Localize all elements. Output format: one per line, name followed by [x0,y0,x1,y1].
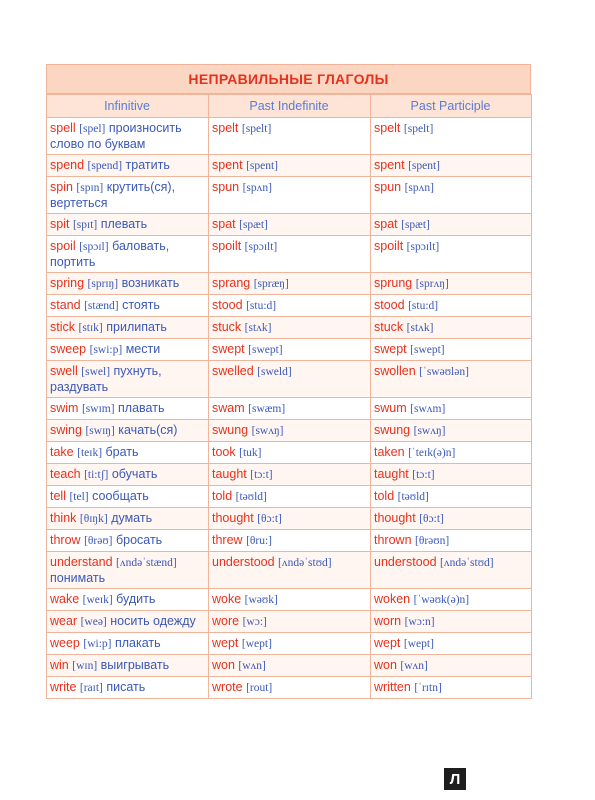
infinitive-word: wear [50,614,78,628]
past-participle-word: swollen [374,364,416,378]
infinitive-transcription: [spel] [79,123,106,135]
past-indefinite-transcription: [tuk] [239,447,262,459]
russian-translation: писать [106,680,146,694]
infinitive-cell [47,486,209,508]
past-participle-cell [371,611,532,633]
russian-translation: баловать, портить [50,239,170,269]
infinitive-transcription: [spɔɪl] [79,241,109,253]
past-indefinite-transcription: [wʌn] [238,660,266,672]
past-participle-word: written [374,680,411,694]
past-participle-cell [371,552,532,589]
russian-translation: брать [105,445,139,459]
infinitive-word: wake [50,592,80,606]
past-indefinite-cell [209,442,371,464]
past-participle-word: spelt [374,121,401,135]
infinitive-word: sweep [50,342,87,356]
past-participle-cell [371,177,532,214]
past-participle-word: told [374,489,395,503]
table-row [47,214,532,236]
past-participle-cell [371,273,532,295]
past-indefinite-word: threw [212,533,243,547]
past-indefinite-cell [209,295,371,317]
table-row [47,677,532,699]
infinitive-cell [47,655,209,677]
past-indefinite-cell [209,420,371,442]
table-row [47,611,532,633]
russian-translation: понимать [50,571,106,585]
past-indefinite-transcription: [rout] [246,682,273,694]
past-participle-transcription: [stʌk] [406,322,434,334]
past-indefinite-transcription: [swʌŋ] [251,425,284,437]
infinitive-transcription: [raɪt] [79,682,103,694]
past-indefinite-word: took [212,445,236,459]
past-participle-transcription: [wept] [403,638,434,650]
past-indefinite-word: spun [212,180,240,194]
past-indefinite-transcription: [spɔɪlt] [244,241,278,253]
past-indefinite-transcription: [θru:] [246,535,273,547]
past-indefinite-word: sprang [212,276,251,290]
past-indefinite-word: stood [212,298,243,312]
russian-translation: тратить [125,158,170,172]
russian-translation: прилипать [106,320,167,334]
past-participle-transcription: [wʌn] [400,660,428,672]
past-indefinite-word: wore [212,614,240,628]
past-indefinite-cell [209,177,371,214]
table-row [47,177,532,214]
infinitive-cell [47,464,209,486]
past-indefinite-word: understood [212,555,275,569]
past-participle-cell [371,464,532,486]
past-indefinite-cell [209,611,371,633]
infinitive-cell [47,442,209,464]
past-indefinite-word: spat [212,217,236,231]
past-participle-word: stood [374,298,405,312]
russian-translation: думать [111,511,153,525]
past-participle-cell [371,155,532,177]
russian-translation: плевать [100,217,148,231]
infinitive-cell [47,508,209,530]
infinitive-cell [47,633,209,655]
infinitive-transcription: [stænd] [84,300,119,312]
infinitive-transcription: [tel] [69,491,89,503]
past-participle-word: understood [374,555,437,569]
infinitive-transcription: [swel] [81,366,111,378]
past-participle-word: swum [374,401,407,415]
past-indefinite-cell [209,361,371,398]
past-indefinite-cell [209,589,371,611]
russian-translation: выигрывать [100,658,170,672]
infinitive-cell [47,273,209,295]
table-row [47,552,532,589]
past-participle-word: spun [374,180,402,194]
table-row [47,530,532,552]
past-indefinite-word: won [212,658,235,672]
past-indefinite-cell [209,464,371,486]
infinitive-cell [47,398,209,420]
publisher-logo: Л [444,768,466,790]
verb-sheet [46,64,531,699]
russian-translation: возникать [121,276,180,290]
header-row [47,95,532,118]
infinitive-transcription: [sprɪŋ] [87,278,119,290]
past-indefinite-cell [209,633,371,655]
past-participle-transcription: [swept] [410,344,445,356]
past-indefinite-word: spent [212,158,243,172]
infinitive-transcription: [ti:tʃ] [84,469,109,481]
past-indefinite-transcription: [spelt] [241,123,272,135]
infinitive-word: throw [50,533,81,547]
past-participle-cell [371,236,532,273]
past-participle-transcription: [ˈteɪk(ə)n] [408,447,456,459]
past-participle-transcription: [θɔ:t] [419,513,444,525]
infinitive-word: take [50,445,74,459]
infinitive-transcription: [weɪk] [82,594,113,606]
past-participle-cell [371,295,532,317]
past-indefinite-cell [209,655,371,677]
table-row [47,633,532,655]
past-indefinite-cell [209,677,371,699]
russian-translation: произносить слово по буквам [50,121,182,151]
infinitive-cell [47,317,209,339]
past-participle-cell [371,214,532,236]
header-past-indefinite: Past Indefinite [209,95,371,118]
past-indefinite-word: taught [212,467,247,481]
russian-translation: будить [116,592,156,606]
past-indefinite-transcription: [spent] [246,160,279,172]
infinitive-word: weep [50,636,80,650]
past-indefinite-cell [209,508,371,530]
past-participle-word: worn [374,614,402,628]
past-participle-word: taught [374,467,409,481]
infinitive-cell [47,589,209,611]
past-participle-cell [371,339,532,361]
past-indefinite-word: spelt [212,121,239,135]
infinitive-transcription: [spɪn] [76,182,104,194]
past-participle-transcription: [wɔ:n] [404,616,435,628]
infinitive-cell [47,295,209,317]
past-participle-cell [371,486,532,508]
infinitive-word: think [50,511,77,525]
past-indefinite-cell [209,155,371,177]
russian-translation: бросать [115,533,163,547]
infinitive-transcription: [wi:p] [83,638,112,650]
past-indefinite-cell [209,398,371,420]
past-participle-cell [371,655,532,677]
russian-translation: сообщать [92,489,149,503]
russian-translation: стоять [122,298,160,312]
infinitive-cell [47,611,209,633]
infinitive-word: spring [50,276,85,290]
past-participle-word: swung [374,423,411,437]
past-indefinite-cell [209,552,371,589]
past-participle-transcription: [ʌndəˈstʊd] [440,557,494,569]
past-indefinite-word: swept [212,342,245,356]
infinitive-cell [47,339,209,361]
table-row [47,236,532,273]
table-row [47,398,532,420]
past-indefinite-word: swung [212,423,249,437]
past-participle-transcription: [spɔɪlt] [406,241,440,253]
infinitive-transcription: [swɪŋ] [85,425,115,437]
infinitive-word: spoil [50,239,76,253]
past-participle-word: wept [374,636,401,650]
infinitive-word: spell [50,121,76,135]
infinitive-word: spit [50,217,70,231]
past-participle-cell [371,633,532,655]
past-participle-transcription: [ˈrɪtn] [414,682,442,694]
past-participle-word: swept [374,342,407,356]
past-indefinite-transcription: [spʌn] [242,182,272,194]
past-participle-cell [371,530,532,552]
past-participle-word: spoilt [374,239,404,253]
infinitive-word: teach [50,467,81,481]
past-indefinite-cell [209,273,371,295]
verb-table [46,94,532,699]
header-infinitive: Infinitive [47,95,209,118]
past-participle-word: woken [374,592,411,606]
infinitive-word: swell [50,364,78,378]
header-past-participle: Past Participle [371,95,532,118]
infinitive-cell [47,552,209,589]
past-participle-word: taken [374,445,405,459]
past-indefinite-transcription: [swept] [248,344,283,356]
russian-translation: качать(ся) [118,423,178,437]
past-participle-cell [371,398,532,420]
infinitive-transcription: [swi:p] [89,344,123,356]
past-indefinite-cell [209,118,371,155]
past-indefinite-word: wept [212,636,239,650]
infinitive-transcription: [ʌndəˈstænd] [116,557,177,569]
infinitive-cell [47,530,209,552]
table-row [47,508,532,530]
past-indefinite-transcription: [sweld] [257,366,292,378]
table-row [47,361,532,398]
past-indefinite-transcription: [swæm] [248,403,286,415]
infinitive-cell [47,420,209,442]
past-participle-transcription: [spent] [408,160,441,172]
past-participle-transcription: [ˈswəʊlən] [419,366,469,378]
past-participle-word: won [374,658,397,672]
infinitive-cell [47,118,209,155]
past-indefinite-cell [209,214,371,236]
past-participle-cell [371,420,532,442]
past-indefinite-transcription: [stʌk] [244,322,272,334]
table-body [47,118,532,699]
infinitive-transcription: [stɪk] [78,322,103,334]
infinitive-word: win [50,658,69,672]
table-row [47,589,532,611]
table-row [47,464,532,486]
past-indefinite-transcription: [tɔ:t] [250,469,273,481]
past-indefinite-cell [209,236,371,273]
infinitive-transcription: [teɪk] [77,447,103,459]
past-participle-transcription: [spelt] [403,123,434,135]
past-participle-word: thrown [374,533,412,547]
infinitive-transcription: [weə] [80,616,107,628]
past-participle-cell [371,442,532,464]
past-participle-transcription: [spʌn] [404,182,434,194]
infinitive-word: write [50,680,77,694]
russian-translation: носить одежду [110,614,196,628]
infinitive-transcription: [spend] [87,160,123,172]
past-participle-cell [371,317,532,339]
russian-translation: крутить(ся), вертеться [50,180,176,210]
infinitive-word: tell [50,489,66,503]
past-indefinite-transcription: [stu:d] [246,300,277,312]
past-indefinite-cell [209,486,371,508]
title-bar [46,64,531,94]
past-participle-word: spat [374,217,398,231]
past-participle-word: thought [374,511,416,525]
past-indefinite-word: swelled [212,364,254,378]
past-indefinite-transcription: [wɔ:] [242,616,267,628]
infinitive-transcription: [wɪn] [72,660,98,672]
past-participle-cell [371,589,532,611]
infinitive-transcription: [spɪt] [72,219,98,231]
past-participle-word: sprung [374,276,413,290]
infinitive-word: spend [50,158,85,172]
infinitive-cell [47,214,209,236]
past-indefinite-word: swam [212,401,245,415]
past-participle-transcription: [stu:d] [408,300,439,312]
infinitive-word: swing [50,423,82,437]
past-indefinite-transcription: [spæt] [239,219,268,231]
past-indefinite-word: spoilt [212,239,242,253]
table-row [47,317,532,339]
page-title: НЕПРАВИЛЬНЫЕ ГЛАГОЛЫ [188,71,389,87]
past-participle-transcription: [tɔ:t] [412,469,435,481]
infinitive-transcription: [θrəʊ] [84,535,113,547]
table-row [47,273,532,295]
table-row [47,655,532,677]
table-row [47,155,532,177]
past-indefinite-word: stuck [212,320,242,334]
infinitive-cell [47,236,209,273]
past-participle-transcription: [swʌm] [410,403,446,415]
table-row [47,486,532,508]
past-participle-transcription: [sprʌŋ] [415,278,449,290]
past-indefinite-transcription: [wəʊk] [244,594,278,606]
past-participle-transcription: [ˈwəʊk(ə)n] [413,594,470,606]
past-indefinite-transcription: [wept] [241,638,272,650]
infinitive-cell [47,677,209,699]
past-participle-transcription: [spæt] [401,219,430,231]
infinitive-word: understand [50,555,113,569]
past-participle-transcription: [təʊld] [397,491,429,503]
infinitive-word: stand [50,298,81,312]
past-indefinite-word: told [212,489,233,503]
table-row [47,339,532,361]
past-indefinite-cell [209,339,371,361]
russian-translation: плакать [114,636,161,650]
infinitive-cell [47,361,209,398]
infinitive-cell [47,155,209,177]
past-indefinite-word: wrote [212,680,243,694]
infinitive-transcription: [swɪm] [81,403,115,415]
past-participle-cell [371,508,532,530]
russian-translation: плавать [118,401,165,415]
table-row [47,442,532,464]
infinitive-word: stick [50,320,75,334]
past-participle-cell [371,677,532,699]
past-indefinite-transcription: [spræŋ] [253,278,289,290]
past-participle-transcription: [swʌŋ] [413,425,446,437]
past-participle-cell [371,118,532,155]
infinitive-transcription: [θɪŋk] [79,513,108,525]
infinitive-cell [47,177,209,214]
russian-translation: мести [125,342,161,356]
past-participle-word: stuck [374,320,404,334]
past-indefinite-word: thought [212,511,254,525]
past-indefinite-transcription: [θɔ:t] [257,513,282,525]
table-row [47,295,532,317]
russian-translation: обучать [111,467,158,481]
past-indefinite-transcription: [ʌndəˈstʊd] [278,557,332,569]
past-indefinite-word: woke [212,592,242,606]
infinitive-word: swim [50,401,79,415]
russian-translation: пухнуть, раздувать [50,364,162,394]
past-indefinite-cell [209,530,371,552]
infinitive-word: spin [50,180,73,194]
past-indefinite-cell [209,317,371,339]
past-indefinite-transcription: [təʊld] [235,491,267,503]
past-participle-transcription: [θrəʊn] [415,535,450,547]
table-row [47,420,532,442]
past-participle-cell [371,361,532,398]
table-row [47,118,532,155]
past-participle-word: spent [374,158,405,172]
